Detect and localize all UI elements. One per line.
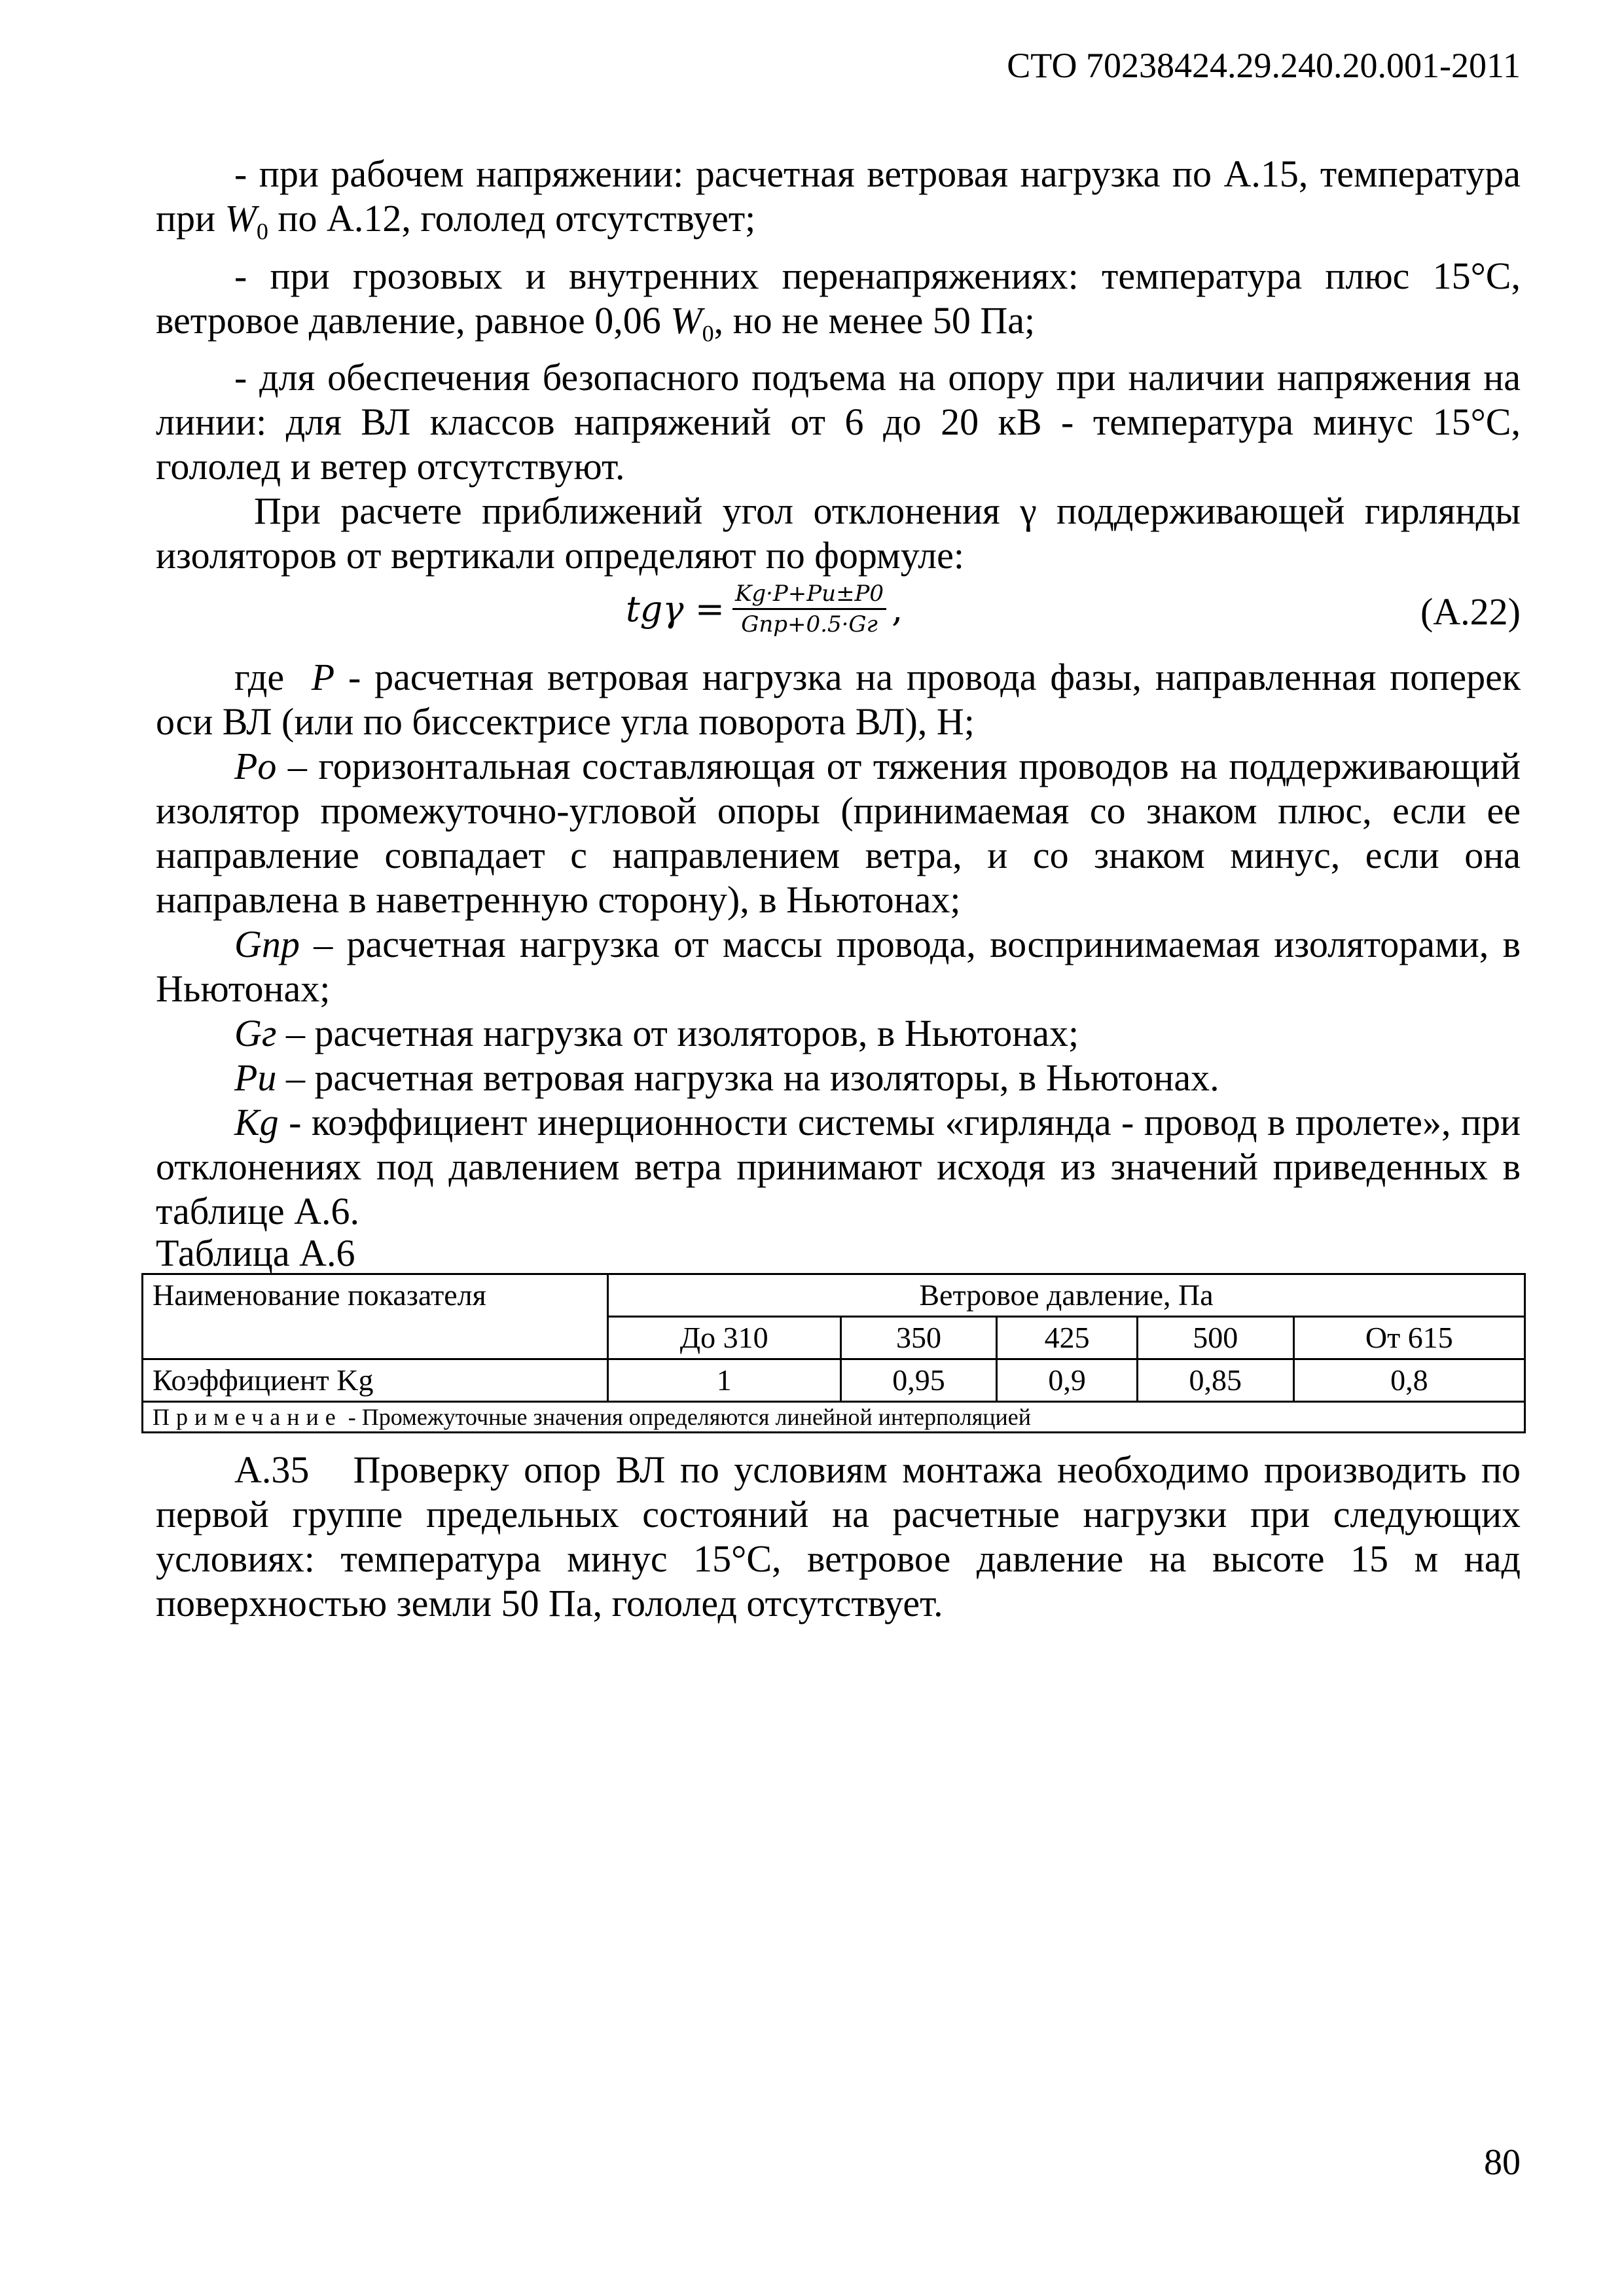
formula-comma: , [892, 588, 903, 630]
table-cell: 0,95 [840, 1359, 997, 1402]
definition-gg: Gг – расчетная нагрузка от изоляторов, в Ньютонах; [234, 1012, 1079, 1055]
condition-overvoltage: - при грозовых и внутренних перенапряжениях: температура плюс 15°С, ветровое давление, равное 0,06 $W_0$, но не менее 50 Па; [156, 254, 1521, 347]
condition-working-voltage: - при рабочем напряжении: расчетная ветровая нагрузка по А.15, температура при $W_0$ по А.12, гололед отсутствует; [156, 152, 1521, 245]
table-header-row [143, 1274, 1525, 1317]
definition-kg: Kg - коэффициент инерционности системы «гирлянда - провод в пролете», при отклонениях под давлением ветра принимают исходя из значений приведенных в таблице А.6. [156, 1101, 1521, 1233]
table-col-header: 350 [840, 1317, 997, 1359]
note-text: - Промежуточные значения определяются линейной интерполяцией [342, 1404, 1032, 1431]
table-header-name: Наименование показателя [143, 1274, 608, 1359]
table-col-header: 425 [997, 1317, 1137, 1359]
definition-pi: Pи – расчетная ветровая нагрузка на изоляторы, в Ньютонах. [234, 1056, 1219, 1100]
table-cell: 0,9 [997, 1359, 1137, 1402]
table-row [143, 1359, 1525, 1402]
table-title: Таблица А.6 [156, 1232, 355, 1275]
formula-a22 [156, 578, 1521, 655]
coefficient-table [141, 1273, 1526, 1433]
formula-lhs: tgγ = [626, 588, 725, 630]
table-note-row [143, 1402, 1525, 1433]
definition-po: Pо – горизонтальная составляющая от тяжения проводов на поддерживающий изолятор промежуточно-угловой опоры (принимаемая со знаком плюс, если ее направление совпадает с направлением ветра, и со знаком минус, если она направлена в наветренную сторону), в Ньютонах; [156, 745, 1521, 922]
formula-intro: При расчете приближений угол отклонения γ поддерживающей гирлянды изоляторов от вертикали определяют по формуле: [156, 490, 1521, 577]
table-col-header: От 615 [1293, 1317, 1525, 1359]
document-code: СТО 70238424.29.240.20.001-2011 [1007, 46, 1521, 85]
formula-numerator: Kg·P+Pи±P0 [732, 581, 886, 610]
section-a35: А.35 Проверку опор ВЛ по условиям монтажа необходимо производить по первой группе предельных состояний на расчетные нагрузки при следующих условиях: температура минус 15°С, ветровое давление на высоте 15 м над поверхностью земли 50 Па, гололед отсутствует. [156, 1448, 1530, 1625]
definition-gpr: Gпр – расчетная нагрузка от массы провода, воспринимаемая изоляторами, в Ньютонах; [156, 923, 1521, 1011]
condition-safe-climb: - для обеспечения безопасного подъема на опору при наличии напряжения на линии: для ВЛ классов напряжений от 6 до 20 кВ - температура минус 15°С, гололед и ветер отсутствуют. [156, 356, 1521, 488]
formula-fraction [732, 581, 886, 637]
table-cell: 0,85 [1137, 1359, 1293, 1402]
table-cell: 1 [608, 1359, 841, 1402]
table-row-label: Коэффициент Kg [143, 1359, 608, 1402]
table-col-header: До 310 [608, 1317, 841, 1359]
page-body [153, 152, 1530, 1626]
page-number: 80 [1484, 2142, 1521, 2183]
table-header-group: Ветровое давление, Па [608, 1274, 1525, 1317]
note-label: Примечание [153, 1404, 342, 1431]
table-col-header: 500 [1137, 1317, 1293, 1359]
formula-denominator: Gпр+0.5·Gг [741, 611, 878, 638]
table-cell: 0,8 [1293, 1359, 1525, 1402]
definition-p: где P - расчетная ветровая нагрузка на провода фазы, направленная поперек оси ВЛ (или по биссектрисе угла поворота ВЛ), Н; [156, 656, 1521, 744]
equation-number: (А.22) [1420, 590, 1521, 634]
